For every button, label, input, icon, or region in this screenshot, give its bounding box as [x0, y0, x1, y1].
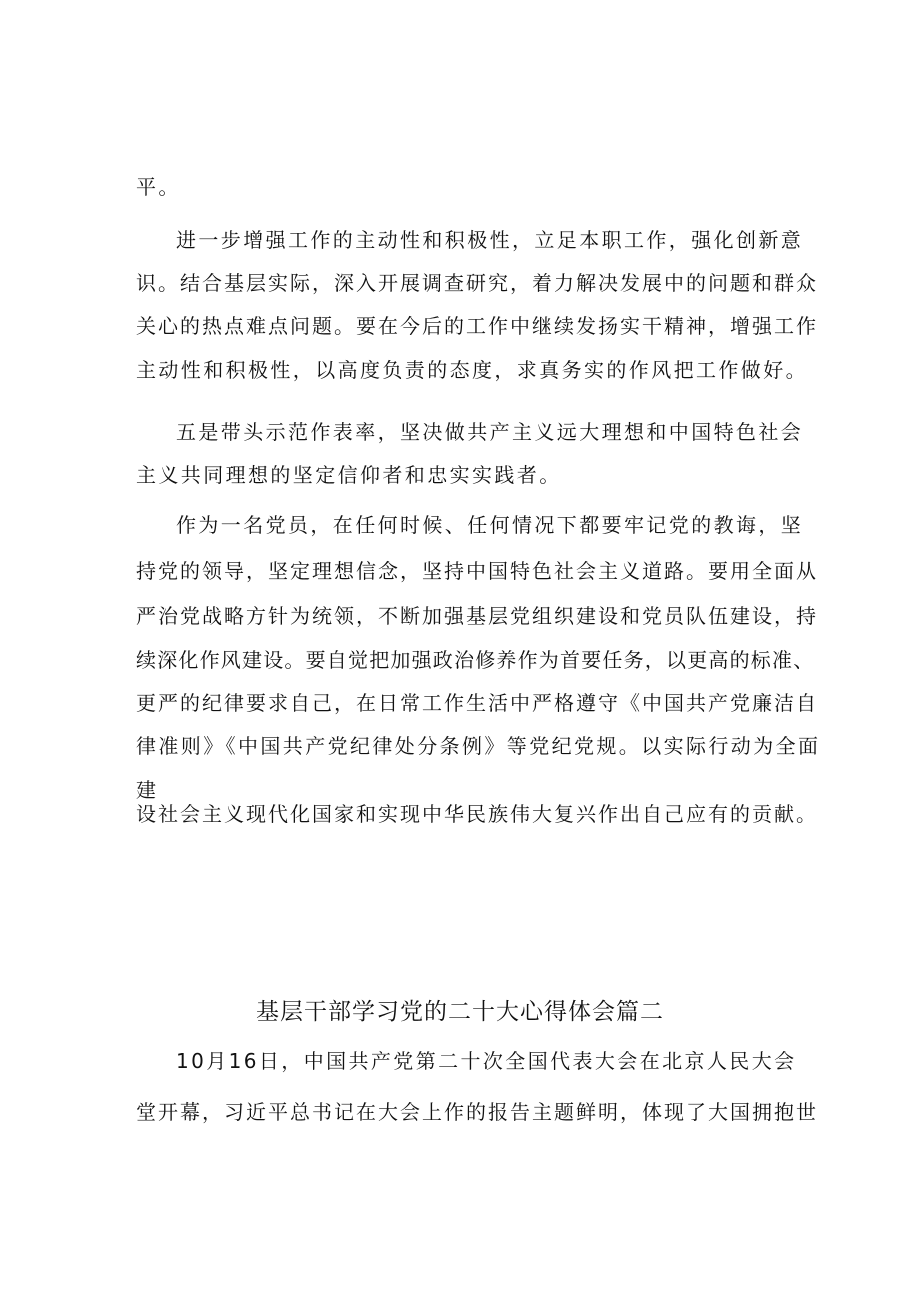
text-line: 关心的热点难点问题。要在今后的工作中继续发扬实干精神，增强工作 [136, 314, 818, 338]
text-line: 更严的纪律要求自己，在日常工作生活中严格遵守《中国共产党廉洁自 [136, 691, 818, 715]
text-line: 进一步增强工作的主动性和积极性，立足本职工作，强化创新意 [176, 228, 804, 252]
text-line: 堂开幕，习近平总书记在大会上作的报告主题鲜明，体现了大国拥抱世 [136, 1100, 818, 1124]
text-line: 续深化作风建设。要自觉把加强政治修养作为首要任务，以更高的标准、 [136, 648, 815, 672]
text-line: 主动性和积极性，以高度负责的态度，求真务实的作风把工作做好。 [136, 358, 808, 382]
section-title: 基层干部学习党的二十大心得体会篇二 [256, 999, 664, 1025]
text-line: 律准则》《中国共产党纪律处分条例》等党纪党规。以实际行动为全面 [136, 734, 821, 758]
text-line: 五是带头示范作表率，坚决做共产主义远大理想和中国特色社会 [176, 420, 804, 444]
text-line: 建 [136, 778, 159, 802]
text-line: 主义共同理想的坚定信仰者和忠实实践者。 [136, 463, 562, 487]
text-line: 作为一名党员，在任何时候、任何情况下都要牢记党的教诲，坚 [176, 513, 804, 537]
text-line: 平。 [136, 175, 181, 199]
text-line: 10月16日，中国共产党第二十次全国代表大会在北京人民大会 [176, 1049, 797, 1073]
text-line: 设社会主义现代化国家和实现中华民族伟大复兴作出自己应有的贡献。 [136, 802, 818, 826]
text-line: 识。结合基层实际，深入开展调查研究，着力解决发展中的问题和群众 [136, 271, 818, 295]
text-line: 持党的领导，坚定理想信念，坚持中国特色社会主义道路。要用全面从 [136, 559, 818, 583]
text-line: 严治党战略方针为统领，不断加强基层党组织建设和党员队伍建设，持 [136, 604, 818, 628]
